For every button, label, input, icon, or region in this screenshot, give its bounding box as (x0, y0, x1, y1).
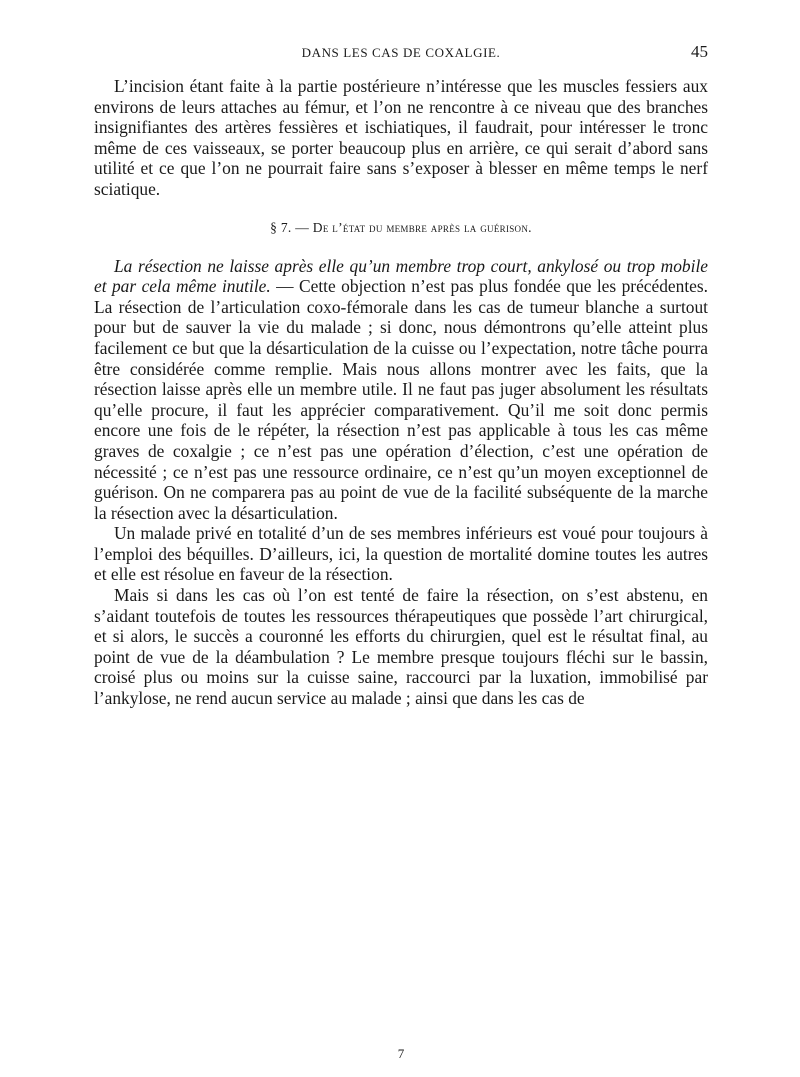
section-number: § 7. — (270, 219, 310, 235)
paragraph-objection (94, 256, 708, 524)
signature-mark: 7 (397, 1046, 405, 1061)
running-head (94, 42, 708, 64)
paragraph-final-result: Mais si dans les cas où l’on est tenté de faire la résection, on s’est abstenu, en s’aidant toutefois de toutes les ressources thérapeutiques que possède l’art chirurgical, et si alors, le succès a couronné les efforts du chirurgien, quel est le résultat final, au point de vue de la déambulation ? Le membre presque toujours fléchi sur le bassin, croisé plus ou moins sur la cuisse saine, raccourci par la luxation, immobilisé par l’ankylose, ne rend aucun service au malade ; ainsi que dans les cas de (94, 585, 708, 709)
objection-body: — Cette objection n’est pas plus fondée que les précédentes. La résection de l’articulation coxo-fémorale dans les cas de tumeur blanche a surtout pour but de sauver la vie du malade ; si donc, nous démontrons qu’elle atteint plus facilement ce but que la désarticulation de la cuisse ou l’expectation, notre tâche pourra être considérée comme remplie. Mais nous allons montrer avec les faits, que la résection laisse après elle un membre utile. Il ne faut pas juger absolument les résultats qu’elle procure, il faut les apprécier comparativement. Qu’il me soit donc permis encore une fois de le répéter, la résection n’est pas applicable à tous les cas même graves de coxalgie ; ce n’est pas une opération d’élection, c’est une opération de nécessité ; ce n’est pas une ressource ordinaire, ce n’est qu’un moyen exceptionnel de guérison. On ne comparera pas au point de vue de la facilité subséquente de la marche la résection avec la désarticulation. (94, 276, 709, 523)
paragraph-incision: L’incision étant faite à la partie postérieure n’intéresse que les muscles fessiers aux environs de leurs attaches au fémur, et l’on ne rencontre à ce niveau que des branches insignifiantes des artères fessières et ischiatiques, il faudrait, pour intéresser le tronc même de ces vaisseaux, se porter beaucoup plus en arrière, ce qui serait d’abord sans utilité et ce que l’on ne pourrait faire sans s’exposer à blesser en même temps le nerf sciatique. (94, 76, 708, 199)
section-title: De l’état du membre après la guérison. (312, 219, 532, 235)
book-page (94, 42, 709, 1061)
objection-lead: La résection ne laisse après elle qu’un membre trop court, ankylosé ou trop mobile et par cela même inutile. (94, 255, 708, 297)
section-heading (94, 220, 708, 236)
paragraph-mortality: Un malade privé en totalité d’un de ses membres inférieurs est voué pour toujours à l’emploi des béquilles. D’ailleurs, ici, la question de mortalité domine toutes les autres et elle est résolue en faveur de la résection. (94, 523, 708, 585)
running-title: DANS LES CAS DE COXALGIE. (301, 45, 501, 60)
page-number: 45 (691, 42, 708, 61)
